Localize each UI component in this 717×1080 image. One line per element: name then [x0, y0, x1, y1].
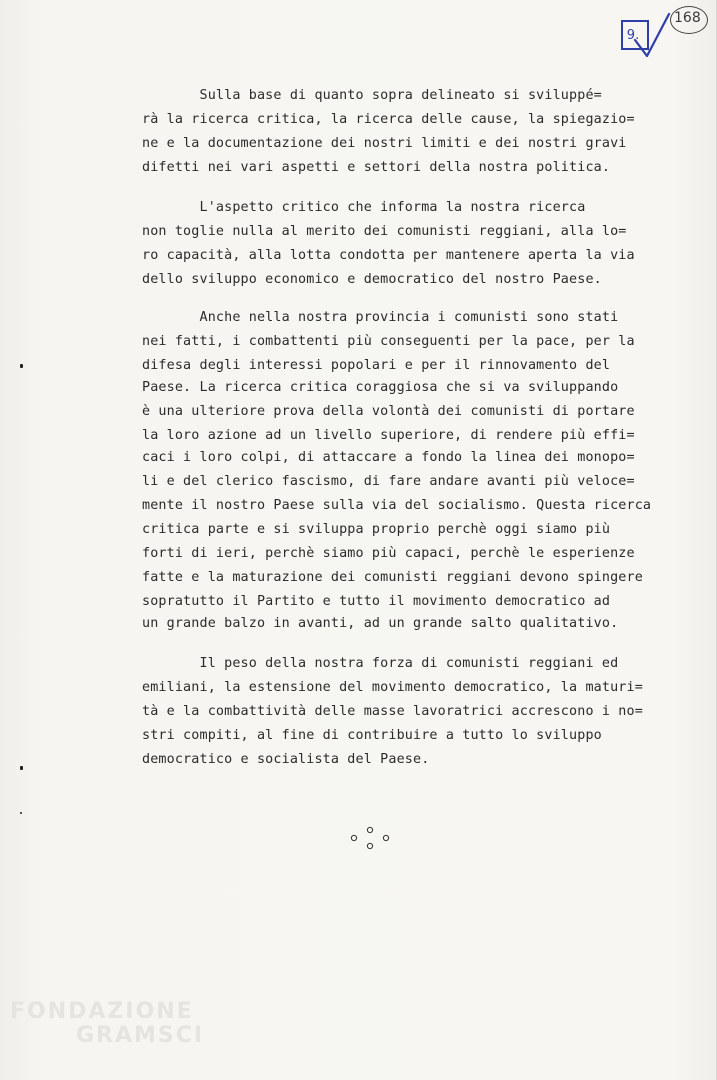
text-line: rà la ricerca critica, la ricerca delle cause, la spiegazio=: [142, 112, 635, 127]
text-line: dello sviluppo economico e democratico del nostro Paese.: [142, 272, 602, 287]
text-line: fatte e la maturazione dei comunisti reggiani devono spingere: [142, 570, 643, 585]
text-line: stri compiti, al fine di contribuire a tutto lo sviluppo: [142, 728, 602, 743]
margin-mark: [20, 766, 23, 770]
stamp-number: 9.: [621, 20, 649, 50]
text-line: Il peso della nostra forza di comunisti reggiani ed: [142, 656, 619, 671]
watermark: [10, 1000, 204, 1048]
text-line: ne e la documentazione dei nostri limiti e dei nostri gravi: [142, 136, 627, 151]
text-line: difesa degli interessi popolari e per il rinnovamento del: [142, 358, 611, 373]
text-line: è una ulteriore prova della volontà dei comunisti di portare: [142, 404, 635, 419]
text-line: forti di ieri, perchè siamo più capaci, perchè le esperienze: [142, 546, 635, 561]
text-line: non toglie nulla al merito dei comunisti reggiani, alla lo=: [142, 224, 627, 239]
text-line: li e del clerico fascismo, di fare andare avanti più veloce=: [142, 474, 635, 489]
margin-mark: [20, 364, 23, 368]
text-line: la loro azione ad un livello superiore, di rendere più effi=: [142, 428, 635, 443]
text-line: sopratutto il Partito e tutto il movimento democratico ad: [142, 594, 611, 609]
text-line: emiliani, la estensione del movimento democratico, la maturi=: [142, 680, 643, 695]
margin-mark: [20, 812, 22, 814]
page-number: 168: [674, 10, 701, 26]
text-line: caci i loro colpi, di attaccare a fondo la linea dei monopo=: [142, 450, 635, 465]
watermark-line-1: FONDAZIONE: [10, 999, 194, 1024]
text-line: tà e la combattività delle masse lavoratrici accrescono i no=: [142, 704, 643, 719]
text-line: mente il nostro Paese sulla via del socialismo. Questa ricerca: [142, 498, 652, 513]
text-line: Sulla base di quanto sopra delineato si sviluppé=: [142, 88, 602, 103]
text-line: ro capacità, alla lotta condotta per mantenere aperta la via: [142, 248, 635, 263]
text-line: nei fatti, i combattenti più conseguenti per la pace, per la: [142, 334, 635, 349]
text-line: un grande balzo in avanti, ad un grande salto qualitativo.: [142, 616, 619, 631]
text-line: difetti nei vari aspetti e settori della nostra politica.: [142, 160, 611, 175]
text-line: critica parte e si sviluppa proprio perchè oggi siamo più: [142, 522, 611, 537]
ornament-circles: [348, 824, 394, 854]
watermark-line-2: GRAMSCI: [76, 1023, 205, 1048]
text-line: Paese. La ricerca critica coraggiosa che si va sviluppando: [142, 380, 619, 395]
text-line: democratico e socialista del Paese.: [142, 752, 430, 767]
text-line: L'aspetto critico che informa la nostra ricerca: [142, 200, 586, 215]
checkmark-icon: [633, 10, 673, 60]
text-line: Anche nella nostra provincia i comunisti sono stati: [142, 310, 619, 325]
